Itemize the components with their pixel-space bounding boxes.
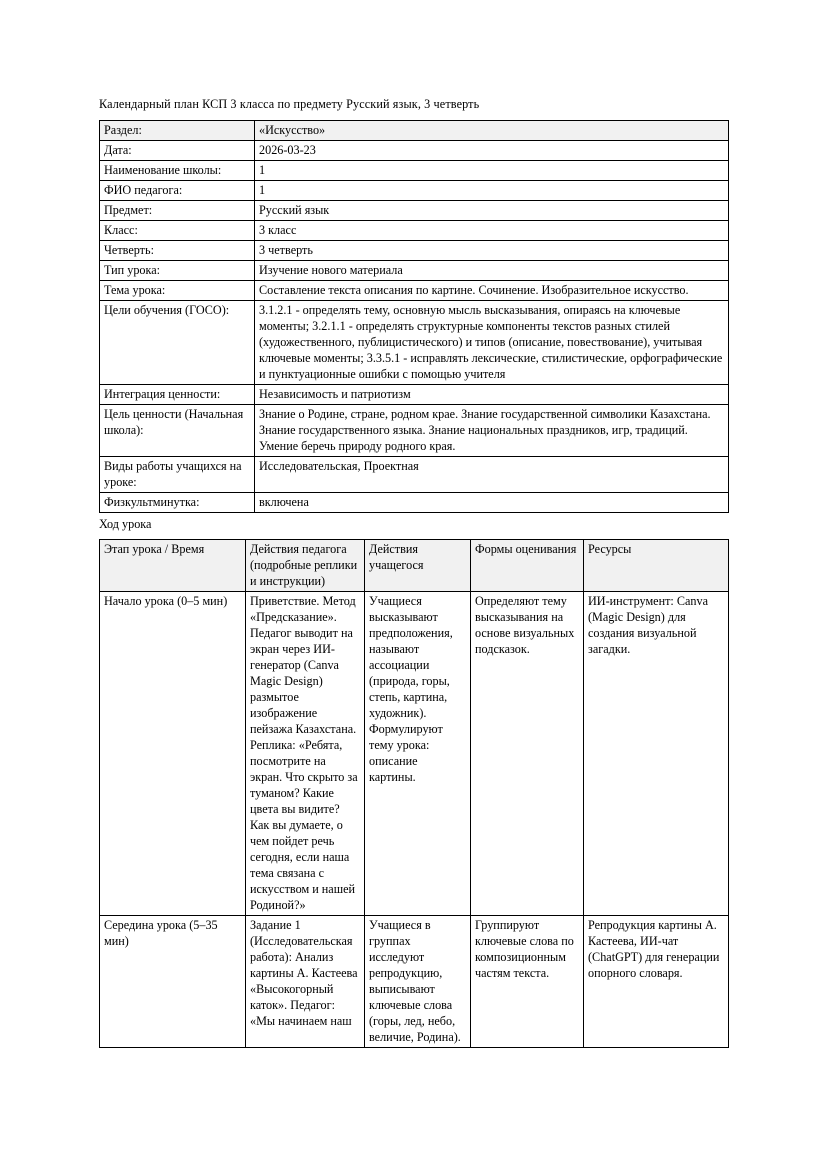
flow-cell-student-actions: Учащиеся в группах исследуют репродукцию, выписывают ключевые слова (горы, лед, небо, величие, Родина). xyxy=(365,916,471,1048)
info-row-label: Дата: xyxy=(100,141,255,161)
info-row-label: Предмет: xyxy=(100,201,255,221)
flow-cell-resources: Репродукция картины А. Кастеева, ИИ-чат (ChatGPT) для генерации опорного словаря. xyxy=(584,916,729,1048)
lesson-flow-body xyxy=(100,592,729,1048)
info-row-label: Виды работы учащихся на уроке: xyxy=(100,457,255,493)
info-row-value: Независимость и патриотизм xyxy=(255,385,729,405)
flow-cell-assessment: Группируют ключевые слова по композиционным частям текста. xyxy=(471,916,584,1048)
table-row xyxy=(100,281,729,301)
info-row-label: ФИО педагога: xyxy=(100,181,255,201)
info-row-value: 3 четверть xyxy=(255,241,729,261)
info-row-value: Знание о Родине, стране, родном крае. Знание государственной символики Казахстана. Знание государственного языка. Знание национальных праздников, игр, традиций. Умение беречь природу родного края. xyxy=(255,405,729,457)
flow-cell-teacher-actions: Приветствие. Метод «Предсказание». Педагог выводит на экран через ИИ-генератор (Canva Magic Design) размытое изображение пейзажа Казахстана. Реплика: «Ребята, посмотрите на экран. Что скрыто за туманом? Какие цвета вы видите? Как вы думаете, о чем пойдет речь сегодня, если наша тема связана с искусством и нашей Родиной?» xyxy=(246,592,365,916)
info-row-label: Класс: xyxy=(100,221,255,241)
info-row-label: Физкультминутка: xyxy=(100,493,255,513)
table-row xyxy=(100,457,729,493)
table-row xyxy=(100,493,729,513)
info-row-value: включена xyxy=(255,493,729,513)
info-row-label: Цели обучения (ГОСО): xyxy=(100,301,255,385)
lesson-flow-table xyxy=(99,539,729,1048)
info-row-label: Четверть: xyxy=(100,241,255,261)
table-row xyxy=(100,141,729,161)
table-header-row xyxy=(100,540,729,592)
info-row-value: 3.1.2.1 - определять тему, основную мысль высказывания, опираясь на ключевые моменты; 3.2.1.1 - определять структурные компоненты текстов разных стилей (художественного, публицистического) и типов (описание, повествование), учитывая ключевые моменты; 3.3.5.1 - исправлять лексические, стилистические, орфографические и пунктуационные ошибки с помощью учителя xyxy=(255,301,729,385)
info-row-value: 2026-03-23 xyxy=(255,141,729,161)
table-row xyxy=(100,181,729,201)
info-row-label: Интеграция ценности: xyxy=(100,385,255,405)
table-row xyxy=(100,385,729,405)
page-title: Календарный план КСП 3 класса по предмету Русский язык, 3 четверть xyxy=(99,97,480,111)
flow-cell-student-actions: Учащиеся высказывают предположения, называют ассоциации (природа, горы, степь, картина, художник). Формулируют тему урока: описание картины. xyxy=(365,592,471,916)
flow-cell-resources: ИИ-инструмент: Canva (Magic Design) для создания визуальной загадки. xyxy=(584,592,729,916)
table-row xyxy=(100,592,729,916)
table-row xyxy=(100,405,729,457)
table-row xyxy=(100,161,729,181)
table-row xyxy=(100,916,729,1048)
column-header: Действия педагога (подробные реплики и инструкции) xyxy=(246,540,365,592)
info-row-value: 3 класс xyxy=(255,221,729,241)
section-caption-lesson-flow: Ход урока xyxy=(99,517,152,531)
info-row-label: Наименование школы: xyxy=(100,161,255,181)
info-row-label: Тип урока: xyxy=(100,261,255,281)
info-row-value: «Искусство» xyxy=(255,121,729,141)
flow-cell-teacher-actions: Задание 1 (Исследовательская работа): Анализ картины А. Кастеева «Высокогорный каток». Педагог: «Мы начинаем наш xyxy=(246,916,365,1048)
info-row-label: Тема урока: xyxy=(100,281,255,301)
info-row-value: Русский язык xyxy=(255,201,729,221)
column-header: Ресурсы xyxy=(584,540,729,592)
lesson-info-body xyxy=(100,121,729,513)
lesson-flow-header xyxy=(100,540,729,592)
table-row xyxy=(100,221,729,241)
info-row-label: Цель ценности (Начальная школа): xyxy=(100,405,255,457)
column-header: Действия учащегося xyxy=(365,540,471,592)
flow-cell-stage: Начало урока (0–5 мин) xyxy=(100,592,246,916)
flow-cell-stage: Середина урока (5–35 мин) xyxy=(100,916,246,1048)
info-row-value: Составление текста описания по картине. Сочинение. Изобразительное искусство. xyxy=(255,281,729,301)
table-row xyxy=(100,301,729,385)
info-row-value: Исследовательская, Проектная xyxy=(255,457,729,493)
column-header: Этап урока / Время xyxy=(100,540,246,592)
info-row-value: Изучение нового материала xyxy=(255,261,729,281)
column-header: Формы оценивания xyxy=(471,540,584,592)
info-row-value: 1 xyxy=(255,161,729,181)
table-row xyxy=(100,261,729,281)
table-row xyxy=(100,201,729,221)
info-row-label: Раздел: xyxy=(100,121,255,141)
info-row-value: 1 xyxy=(255,181,729,201)
table-row xyxy=(100,241,729,261)
lesson-info-table xyxy=(99,120,729,513)
table-row xyxy=(100,121,729,141)
flow-cell-assessment: Определяют тему высказывания на основе визуальных подсказок. xyxy=(471,592,584,916)
